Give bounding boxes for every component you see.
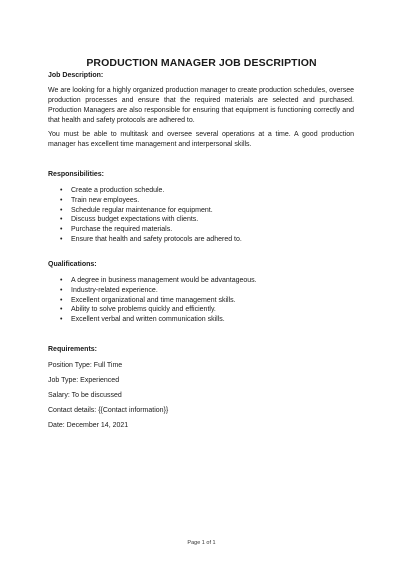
contact-details: Contact details: {{Contact information}}: [48, 407, 169, 414]
responsibilities-heading: Responsibilities:: [48, 171, 105, 178]
job-description-paragraph-2: You must be able to multitask and oversee several operations at a time. A good production manager has excellent time management and interpersonal skills.: [48, 131, 354, 148]
job-description-paragraph-1: We are looking for a highly organized production manager to create production schedules, oversee production processes and ensure that the required materials are selected and purchased. Production Managers are also responsible for ensuring that equipment is functioning correctly and that health and safety protocols are adhered to.: [48, 87, 354, 124]
list-item: • Create a production schedule.: [48, 186, 354, 196]
list-item: • Discuss budget expectations with clients.: [48, 215, 354, 225]
document-title: PRODUCTION MANAGER JOB DESCRIPTION: [86, 57, 317, 69]
qualifications-list: [48, 276, 354, 325]
responsibilities-list: [48, 186, 354, 245]
list-item: • Ensure that health and safety protocols are adhered to.: [48, 235, 354, 245]
list-item: • Purchase the required materials.: [48, 225, 354, 235]
list-item: • A degree in business management would be advantageous.: [48, 276, 354, 286]
date: Date: December 14, 2021: [48, 422, 129, 429]
position-type: Position Type: Full Time: [48, 362, 123, 369]
list-item: • Industry-related experience.: [48, 286, 354, 296]
requirements-heading: Requirements:: [48, 346, 98, 353]
job-description-heading: Job Description:: [48, 72, 104, 79]
salary: Salary: To be discussed: [48, 392, 122, 399]
list-item: • Schedule regular maintenance for equipment.: [48, 206, 354, 216]
job-type: Job Type: Experienced: [48, 377, 120, 384]
qualifications-heading: Qualifications:: [48, 261, 97, 268]
list-item: • Excellent verbal and written communication skills.: [48, 315, 354, 325]
page-number: Page 1 of 1: [187, 540, 216, 546]
list-item: • Ability to solve problems quickly and efficiently.: [48, 305, 354, 315]
list-item: • Train new employees.: [48, 196, 354, 206]
list-item: • Excellent organizational and time management skills.: [48, 296, 354, 306]
